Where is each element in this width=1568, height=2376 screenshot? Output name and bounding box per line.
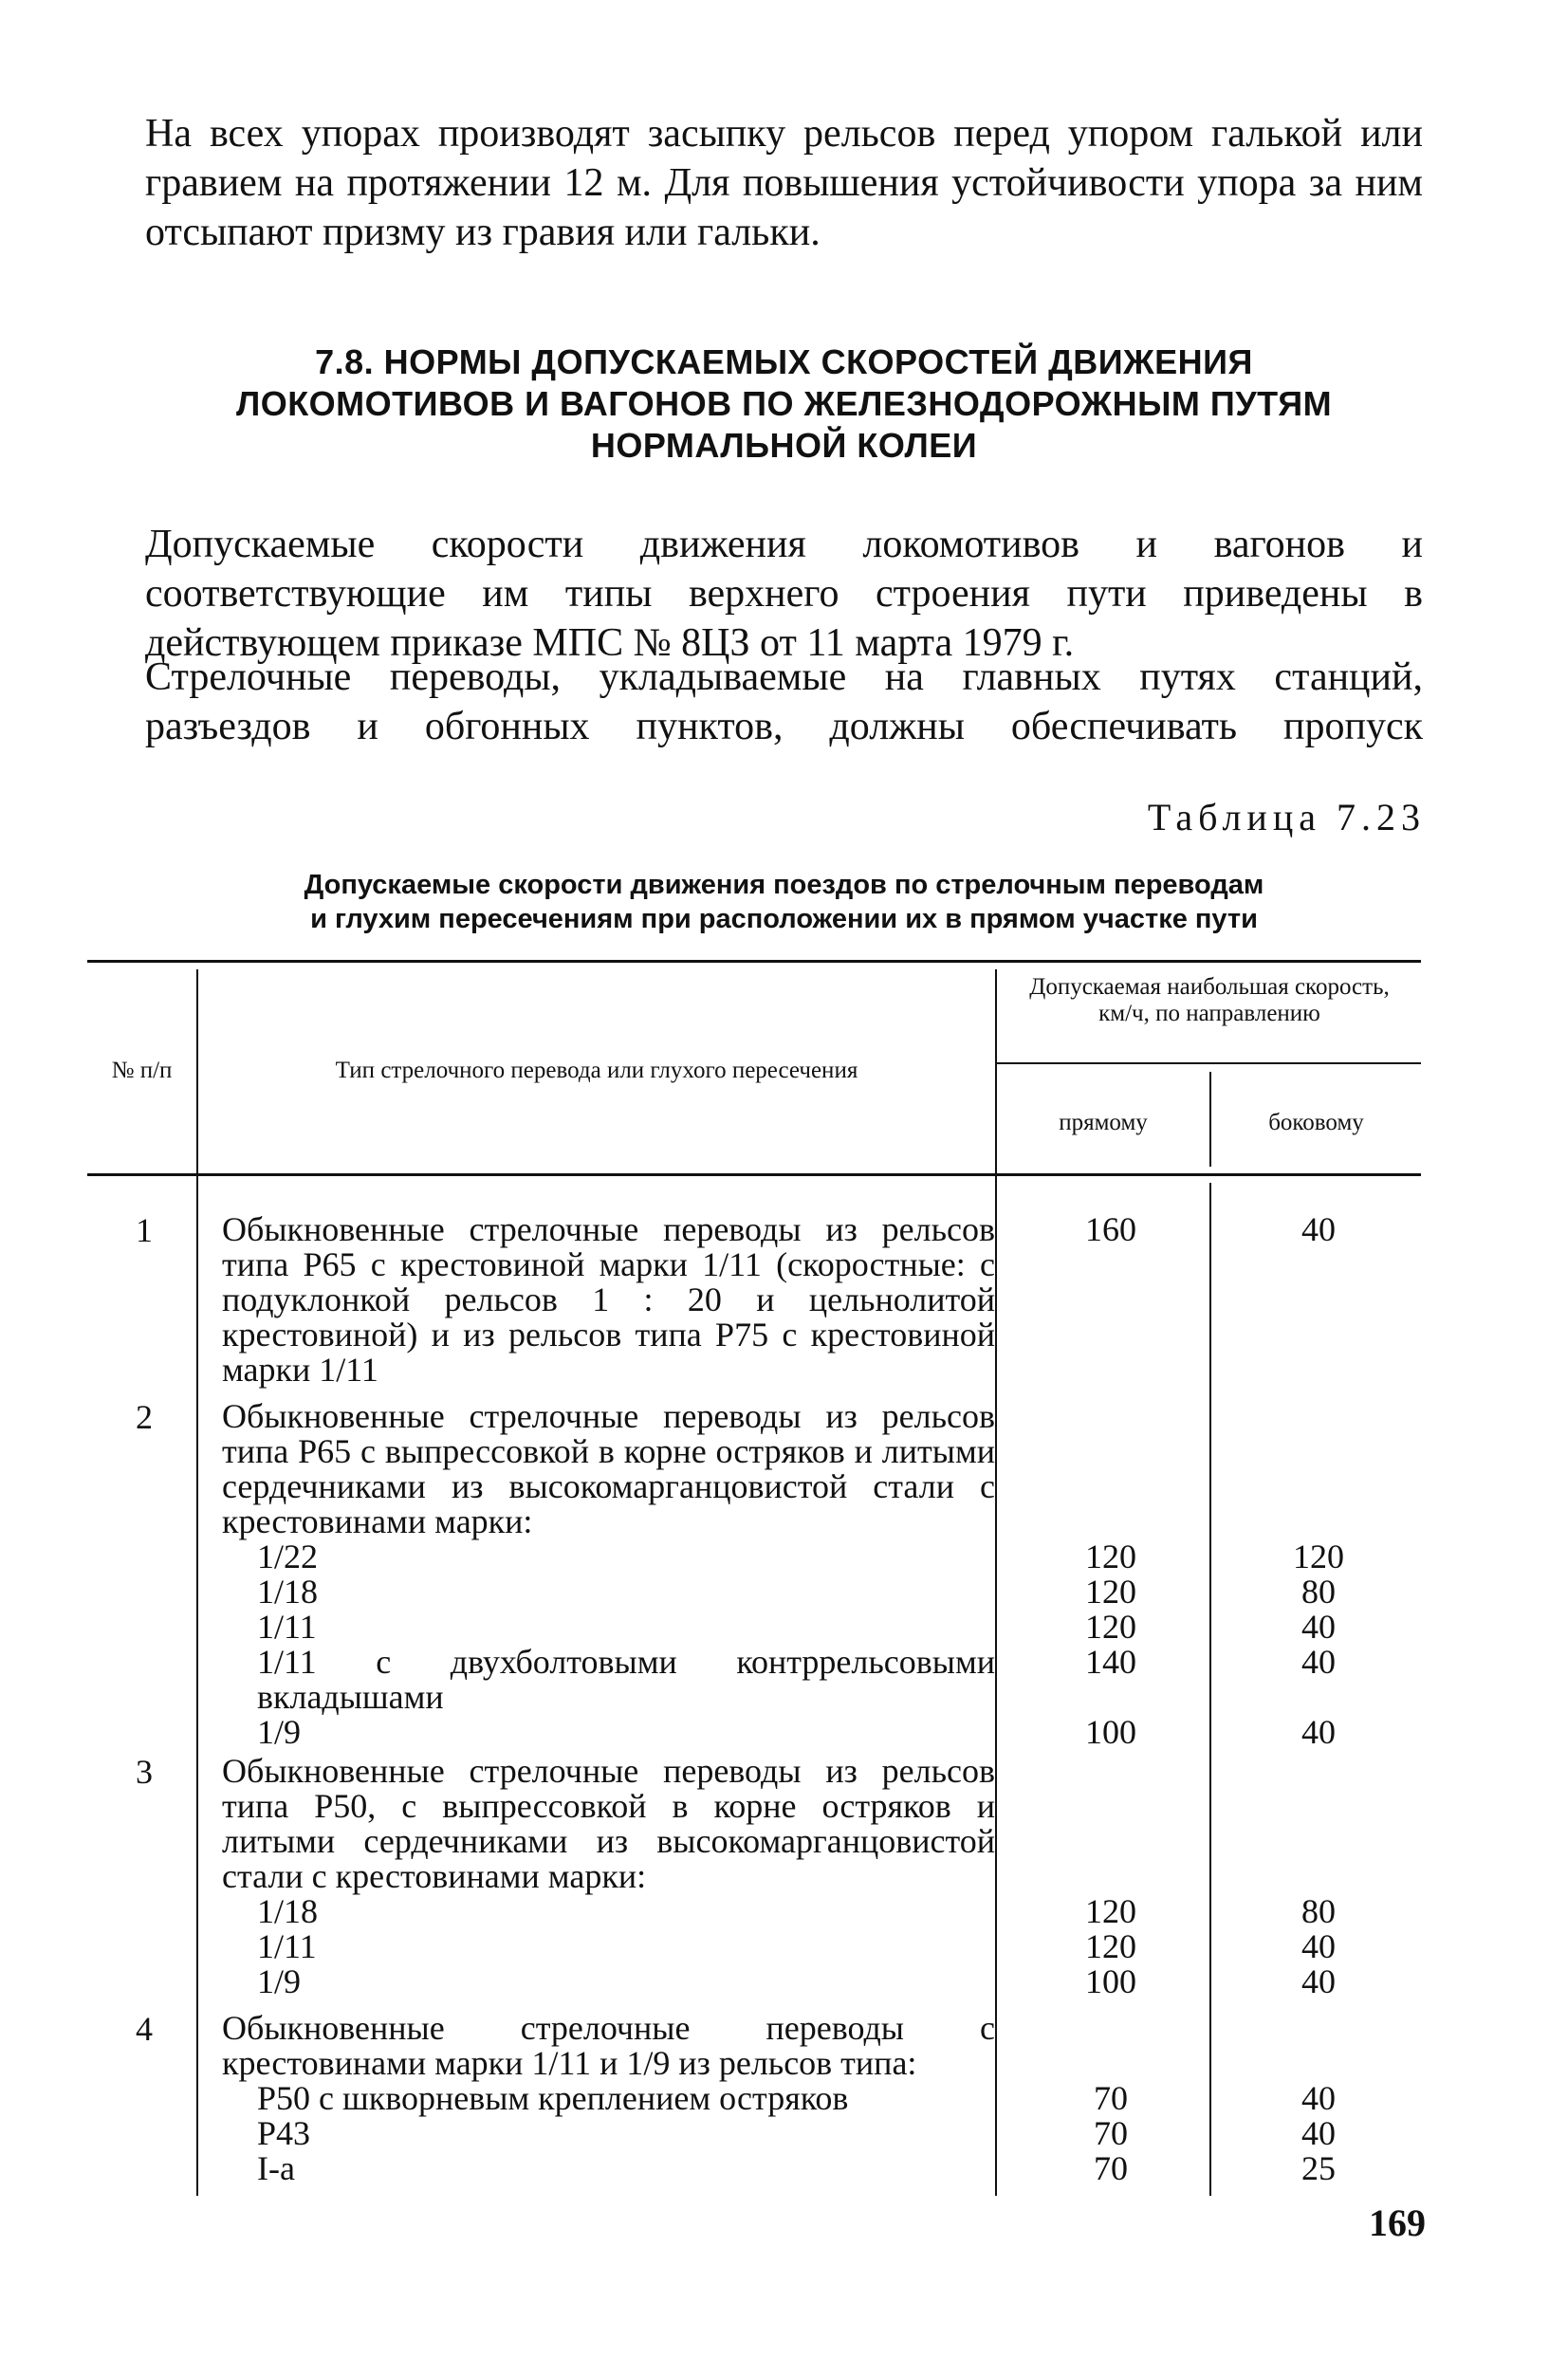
row-sub-label: 1/9	[257, 1713, 302, 1751]
row-sub-label: 1/11	[257, 1927, 317, 1965]
speed-direct: 70	[1094, 2079, 1128, 2117]
speed-direct: 120	[1085, 1892, 1136, 1930]
row-description	[222, 1212, 995, 1388]
speed-side: 80	[1301, 1573, 1336, 1611]
header-speed: Допускаемая наибольшая скорость, км/ч, по направлению	[1029, 974, 1390, 1026]
row-description	[222, 1754, 995, 1999]
row-sub-label: 1/18	[257, 1892, 319, 1930]
row-sub-label: 1/11 с двухболтовыми контррельсовыми вкладышами	[257, 1643, 995, 1716]
row-number: 3	[136, 1753, 153, 1791]
speed-side: 40	[1301, 1927, 1336, 1965]
speed-side: 80	[1301, 1892, 1336, 1930]
section-heading-line: ЛОКОМОТИВОВ И ВАГОНОВ ПО ЖЕЛЕЗНОДОРОЖНЫМ ПУТЯМ	[235, 384, 1333, 423]
table-top-rule	[87, 960, 1421, 963]
speed-side: 40	[1301, 1210, 1336, 1248]
table-label: Таблица 7.23	[1147, 796, 1426, 838]
speed-direct: 100	[1085, 1962, 1136, 2000]
header-type: Тип стрелочного перевода или глухого пересечения	[335, 1058, 858, 1083]
row-description	[222, 2011, 995, 2186]
row-sub-label: 1/18	[257, 1573, 319, 1611]
speed-direct: 120	[1085, 1538, 1136, 1575]
row-sub-label: 1/9	[257, 1962, 302, 2000]
row-number: 4	[136, 2010, 153, 2048]
row-text: Обыкновенные стрелочные переводы из рельсов типа Р65 с выпрессовкой в корне остряков и литыми сердечниками из высокомарганцовистой стали с крестовинами марки:	[222, 1397, 995, 1540]
header-direct: прямому	[1059, 1110, 1148, 1135]
row-sub-label: I-а	[257, 2149, 295, 2187]
speed-side: 120	[1293, 1538, 1344, 1575]
row-text: Обыкновенные стрелочные переводы из рельсов типа Р65 с крестовиной марки 1/11 (скоростные: с подуклонкой рельсов 1 : 20 и цельнолитой крестовиной) и из рельсов типа Р75 с крестовиной марки 1/11	[222, 1210, 995, 1389]
row-number: 2	[136, 1398, 153, 1436]
speed-direct: 120	[1085, 1608, 1136, 1646]
table-caption	[145, 868, 1423, 936]
header-side: боковому	[1268, 1110, 1364, 1135]
section-heading	[145, 341, 1423, 467]
row-sub-label: 1/11	[257, 1608, 317, 1646]
table-col-divider	[1209, 1183, 1211, 2196]
speed-side: 40	[1301, 1608, 1336, 1646]
speed-side: 25	[1301, 2149, 1336, 2187]
table-speed-rule	[997, 1062, 1421, 1064]
speed-direct: 120	[1085, 1573, 1136, 1611]
speed-direct: 160	[1085, 1210, 1136, 1248]
intro-paragraph: На всех упорах производят засыпку рельсов перед упором галькой или гравием на протяжении 12 м. Для повышения устойчивости упора за ним отсыпают призму из гравия или гальки.	[145, 112, 1423, 254]
row-sub-label: Р50 с шкворневым креплением остряков	[257, 2079, 849, 2117]
speed-direct: 140	[1085, 1643, 1136, 1681]
row-text: Обыкновенные стрелочные переводы с крестовинами марки 1/11 и 1/9 из рельсов типа:	[222, 2009, 995, 2082]
speed-side: 40	[1301, 2114, 1336, 2152]
table-header-rule	[87, 1173, 1421, 1176]
speed-side: 40	[1301, 2079, 1336, 2117]
table-caption-line: Допускаемые скорости движения поездов по стрелочным переводам	[304, 870, 1264, 900]
speed-direct: 120	[1085, 1927, 1136, 1965]
row-description	[222, 1399, 995, 1750]
section-heading-line: НОРМАЛЬНОЙ КОЛЕИ	[590, 426, 978, 465]
speed-direct: 70	[1094, 2149, 1128, 2187]
speed-side: 40	[1301, 1962, 1336, 2000]
table-caption-line: и глухим пересечениям при расположении их в прямом участке пути	[310, 904, 1258, 934]
speed-direct: 100	[1085, 1713, 1136, 1751]
header-number: № п/п	[111, 1058, 173, 1083]
speed-side: 40	[1301, 1713, 1336, 1751]
row-number: 1	[136, 1211, 153, 1249]
paragraph-switches: Стрелочные переводы, укладываемые на главных путях станций, разъездов и обгонных пунктов, должны обеспечивать пропуск	[145, 655, 1423, 748]
speed-side: 40	[1301, 1643, 1336, 1681]
row-text: Обыкновенные стрелочные переводы из рельсов типа Р50, с выпрессовкой в корне остряков и литыми сердечниками из высокомарганцовистой стали с крестовинами марки:	[222, 1752, 995, 1895]
row-sub-label: Р43	[257, 2114, 311, 2152]
speed-direct: 70	[1094, 2114, 1128, 2152]
page-number: 169	[1369, 2201, 1426, 2244]
section-heading-line: 7.8. НОРМЫ ДОПУСКАЕМЫХ СКОРОСТЕЙ ДВИЖЕНИЯ	[315, 342, 1253, 381]
row-sub-label: 1/22	[257, 1538, 319, 1575]
paragraph-speeds: Допускаемые скорости движения локомотивов и вагонов и соответствующие им типы верхнего строения пути приведены в действующем приказе МПС № 8ЦЗ от 11 марта 1979 г.	[145, 523, 1423, 665]
